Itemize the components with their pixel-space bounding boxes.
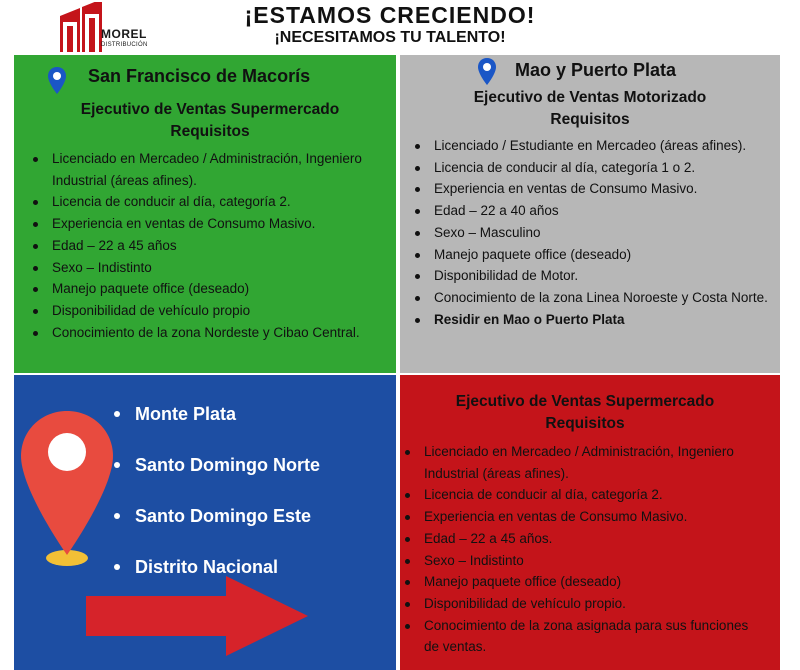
- list-item: Experiencia en ventas de Consumo Masivo.: [412, 178, 774, 200]
- list-item: Sexo – Masculino: [412, 222, 774, 244]
- job-title-mao: [440, 87, 740, 131]
- list-item: Manejo paquete office (deseado): [402, 571, 762, 593]
- job-title-supermarket: [425, 391, 745, 435]
- list-item: Conocimiento de la zona Nordeste y Cibao Central.: [30, 322, 370, 344]
- locations-list: [108, 394, 320, 598]
- job-title-text: Ejecutivo de Ventas Supermercado: [455, 393, 715, 410]
- location-marker-icon: [20, 408, 116, 568]
- map-pin-icon: [477, 57, 497, 87]
- list-item: Licenciado / Estudiante en Mercadeo (áreas afines).: [412, 135, 774, 157]
- list-item: Licencia de conducir al día, categoría 2.: [30, 191, 370, 213]
- list-item: Santo Domingo Este: [108, 496, 320, 547]
- list-item: Monte Plata: [108, 394, 320, 445]
- list-item: Edad – 22 a 45 años.: [402, 528, 762, 550]
- job-title-text: Ejecutivo de Ventas Motorizado: [473, 89, 707, 106]
- requirements-label: Requisitos: [545, 415, 625, 432]
- list-item: Santo Domingo Norte: [108, 445, 320, 496]
- list-item: Experiencia en ventas de Consumo Masivo.: [402, 506, 762, 528]
- brand-subtitle: DISTRIBUCIÓN: [101, 42, 148, 48]
- list-item: Edad – 22 a 40 años: [412, 200, 774, 222]
- headline-subtitle: ¡NECESITAMOS TU TALENTO!: [274, 29, 506, 46]
- list-item: Manejo paquete office (deseado): [30, 278, 370, 300]
- list-item: Sexo – Indistinto: [402, 550, 762, 572]
- headline-title: ¡ESTAMOS CRECIENDO!: [244, 2, 536, 28]
- list-item: Edad – 22 a 45 años: [30, 235, 370, 257]
- list-item: Manejo paquete office (deseado): [412, 244, 774, 266]
- job-title-san-francisco: [50, 99, 370, 143]
- list-item: Sexo – Indistinto: [30, 257, 370, 279]
- requirements-list-supermarket: [402, 441, 762, 658]
- list-item: Distrito Nacional: [108, 547, 320, 598]
- right-arrow-icon: [86, 576, 310, 656]
- list-item: Conocimiento de la zona asignada para sus funciones de ventas.: [402, 615, 762, 658]
- list-item: Residir en Mao o Puerto Plata: [412, 309, 774, 331]
- list-item: Experiencia en ventas de Consumo Masivo.: [30, 213, 370, 235]
- job-title-text: Ejecutivo de Ventas Supermercado: [80, 101, 340, 118]
- map-pin-icon: [47, 66, 67, 96]
- list-item: Disponibilidad de vehículo propio: [30, 300, 370, 322]
- list-item: Disponibilidad de Motor.: [412, 265, 774, 287]
- city-san-francisco: San Francisco de Macorís: [88, 66, 311, 86]
- list-item: Licenciado en Mercadeo / Administración, Ingeniero Industrial (áreas afines).: [402, 441, 762, 484]
- brand-name: MOREL: [101, 27, 147, 41]
- list-item: Conocimiento de la zona Linea Noroeste y Costa Norte.: [412, 287, 774, 309]
- header: [0, 0, 800, 55]
- list-item: Licencia de conducir al día, categoría 1 o 2.: [412, 157, 774, 179]
- requirements-label: Requisitos: [550, 111, 630, 128]
- requirements-list-mao: [412, 135, 774, 330]
- list-item: Licencia de conducir al día, categoría 2.: [402, 484, 762, 506]
- city-mao: Mao y Puerto Plata: [515, 60, 677, 80]
- list-item: Licenciado en Mercadeo / Administración, Ingeniero Industrial (áreas afines).: [30, 148, 370, 191]
- list-item: Disponibilidad de vehículo propio.: [402, 593, 762, 615]
- requirements-label: Requisitos: [170, 123, 250, 140]
- requirements-list-san-francisco: [30, 148, 370, 343]
